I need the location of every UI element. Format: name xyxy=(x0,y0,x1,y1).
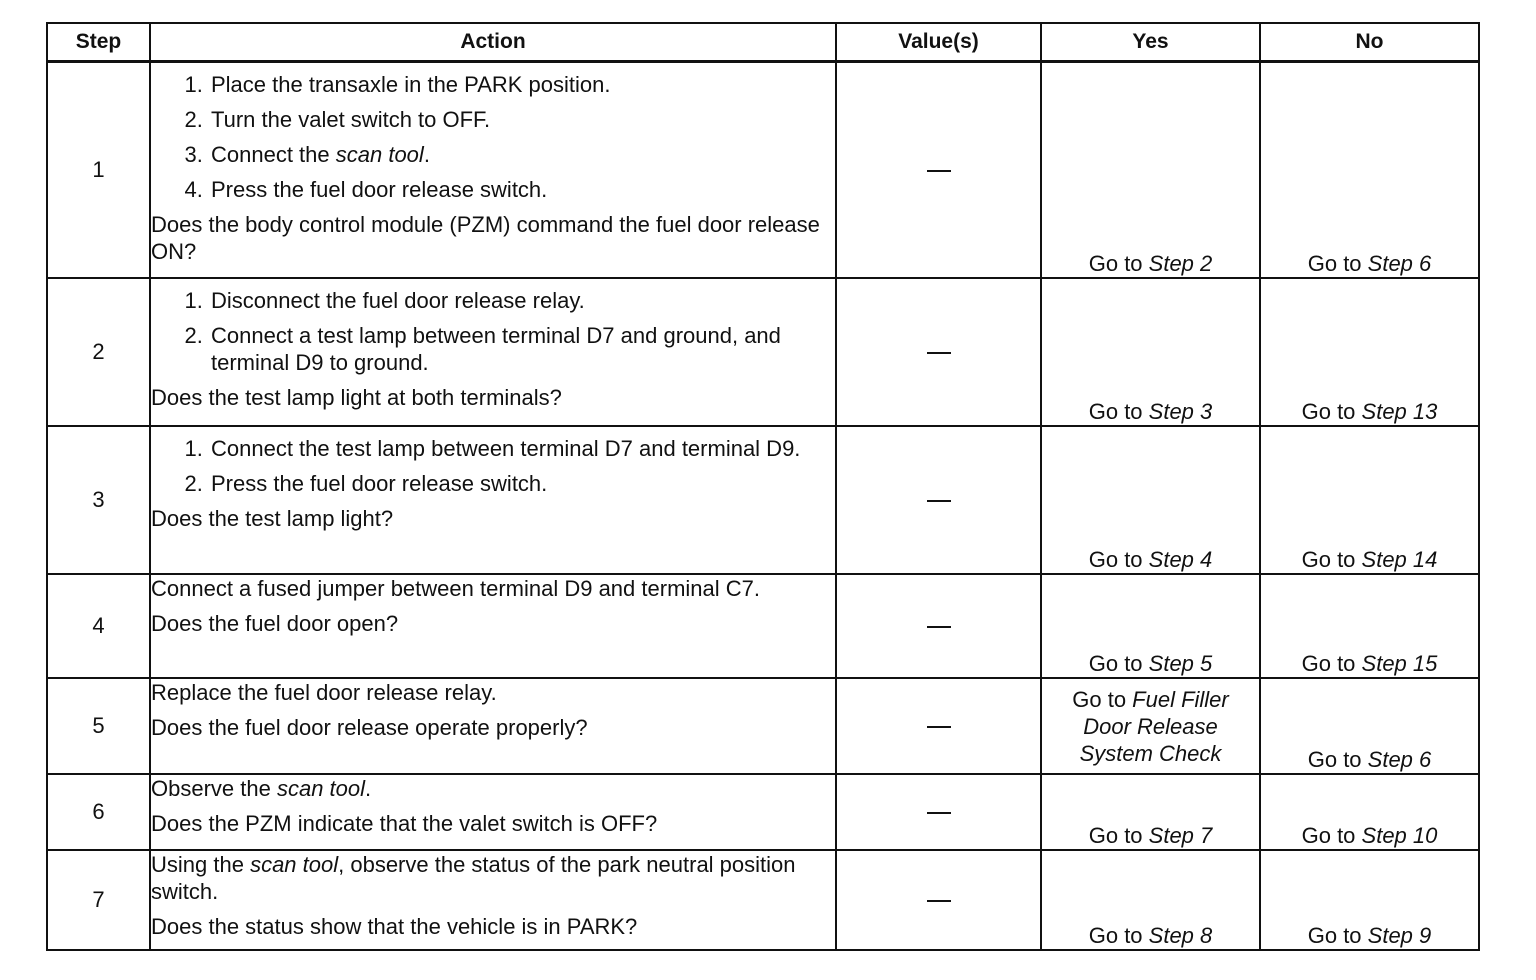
header-yes: Yes xyxy=(1041,23,1260,62)
table-row xyxy=(47,850,1479,950)
header-no: No xyxy=(1260,23,1479,62)
table-row xyxy=(47,574,1479,678)
action-step: 2. Turn the valet switch to OFF. xyxy=(209,106,835,133)
header-row xyxy=(47,23,1479,62)
header-step: Step xyxy=(47,23,150,62)
no-cell: Go to Step 10 xyxy=(1260,774,1479,850)
yes-cell: Go to Step 4 xyxy=(1041,426,1260,574)
action-question: Does the fuel door open? xyxy=(151,610,399,636)
action-cell xyxy=(150,574,836,678)
no-target: Step 6 xyxy=(1367,250,1432,276)
action-question: Does the test lamp light at both terminals? xyxy=(151,384,562,410)
step-number: 4 xyxy=(47,574,150,678)
action-question: Does the fuel door release operate properly? xyxy=(151,714,588,740)
action-step: 1. Place the transaxle in the PARK position. xyxy=(209,71,835,98)
step-number: 3 xyxy=(47,426,150,574)
no-target: Step 15 xyxy=(1361,650,1438,676)
yes-target: Fuel Filler Door Release System Check xyxy=(1079,686,1229,766)
no-cell: Go to Step 6 xyxy=(1260,62,1479,278)
action-cell xyxy=(150,62,836,278)
yes-cell: Go to Step 7 xyxy=(1041,774,1260,850)
table-row xyxy=(47,278,1479,426)
yes-target: Step 7 xyxy=(1148,822,1213,848)
value-dash xyxy=(927,626,951,628)
header-values: Value(s) xyxy=(836,23,1041,62)
action-question: Does the body control module (PZM) command the fuel door release ON? xyxy=(151,212,820,264)
step-number: 2 xyxy=(47,278,150,426)
action-cell xyxy=(150,774,836,850)
value-dash xyxy=(927,352,951,354)
action-step: 2. Press the fuel door release switch. xyxy=(209,470,835,497)
no-target: Step 9 xyxy=(1367,922,1432,948)
no-target: Step 14 xyxy=(1361,546,1438,572)
value-dash xyxy=(927,726,951,728)
value-dash xyxy=(927,170,951,172)
yes-target: Step 8 xyxy=(1148,922,1213,948)
value-cell xyxy=(836,278,1041,426)
action-cell xyxy=(150,426,836,574)
no-cell: Go to Step 6 xyxy=(1260,678,1479,774)
no-cell: Go to Step 13 xyxy=(1260,278,1479,426)
action-question: Does the status show that the vehicle is in PARK? xyxy=(151,913,638,939)
value-dash xyxy=(927,812,951,814)
action-cell xyxy=(150,278,836,426)
action-steps-list xyxy=(151,435,835,497)
table-body xyxy=(47,62,1479,950)
action-step: 2. Connect a test lamp between terminal D7 and ground, and terminal D9 to ground. xyxy=(209,322,835,376)
no-cell: Go to Step 14 xyxy=(1260,426,1479,574)
step-number: 7 xyxy=(47,850,150,950)
value-cell xyxy=(836,62,1041,278)
action-step: 1. Connect the test lamp between terminal D7 and terminal D9. xyxy=(209,435,835,462)
yes-target: Step 2 xyxy=(1148,250,1213,276)
action-step: 4. Press the fuel door release switch. xyxy=(209,176,835,203)
step-number: 1 xyxy=(47,62,150,278)
action-steps-list xyxy=(151,71,835,203)
yes-cell: Go to Step 3 xyxy=(1041,278,1260,426)
table-row xyxy=(47,62,1479,278)
table-row xyxy=(47,426,1479,574)
action-cell xyxy=(150,850,836,950)
no-target: Step 13 xyxy=(1361,398,1438,424)
step-number: 5 xyxy=(47,678,150,774)
no-target: Step 6 xyxy=(1367,746,1432,772)
yes-cell: Go to Step 2 xyxy=(1041,62,1260,278)
value-dash xyxy=(927,900,951,902)
action-question: Does the PZM indicate that the valet switch is OFF? xyxy=(151,810,658,836)
action-text: Replace the fuel door release relay. xyxy=(151,679,497,705)
value-cell xyxy=(836,678,1041,774)
no-cell: Go to Step 15 xyxy=(1260,574,1479,678)
table-row xyxy=(47,774,1479,850)
action-text: Using the scan tool, observe the status of the park neutral position switch. xyxy=(151,851,796,904)
header-action: Action xyxy=(150,23,836,62)
yes-cell: Go to Fuel Filler Door Release System Check xyxy=(1041,678,1260,774)
yes-target: Step 4 xyxy=(1148,546,1213,572)
yes-cell: Go to Step 8 xyxy=(1041,850,1260,950)
no-target: Step 10 xyxy=(1361,822,1438,848)
diagnostic-table xyxy=(46,22,1480,951)
value-cell xyxy=(836,850,1041,950)
value-cell xyxy=(836,774,1041,850)
yes-target: Step 3 xyxy=(1148,398,1213,424)
value-cell xyxy=(836,426,1041,574)
table-row xyxy=(47,678,1479,774)
value-cell xyxy=(836,574,1041,678)
action-steps-list xyxy=(151,287,835,376)
action-step: 1. Disconnect the fuel door release relay. xyxy=(209,287,835,314)
value-dash xyxy=(927,500,951,502)
action-question: Does the test lamp light? xyxy=(151,505,394,531)
action-text: Observe the scan tool. xyxy=(151,775,372,801)
action-text: Connect a fused jumper between terminal D9 and terminal C7. xyxy=(151,575,760,601)
yes-target: Step 5 xyxy=(1148,650,1213,676)
no-cell: Go to Step 9 xyxy=(1260,850,1479,950)
action-step: 3. Connect the scan tool. xyxy=(209,141,835,168)
action-cell xyxy=(150,678,836,774)
yes-cell: Go to Step 5 xyxy=(1041,574,1260,678)
step-number: 6 xyxy=(47,774,150,850)
